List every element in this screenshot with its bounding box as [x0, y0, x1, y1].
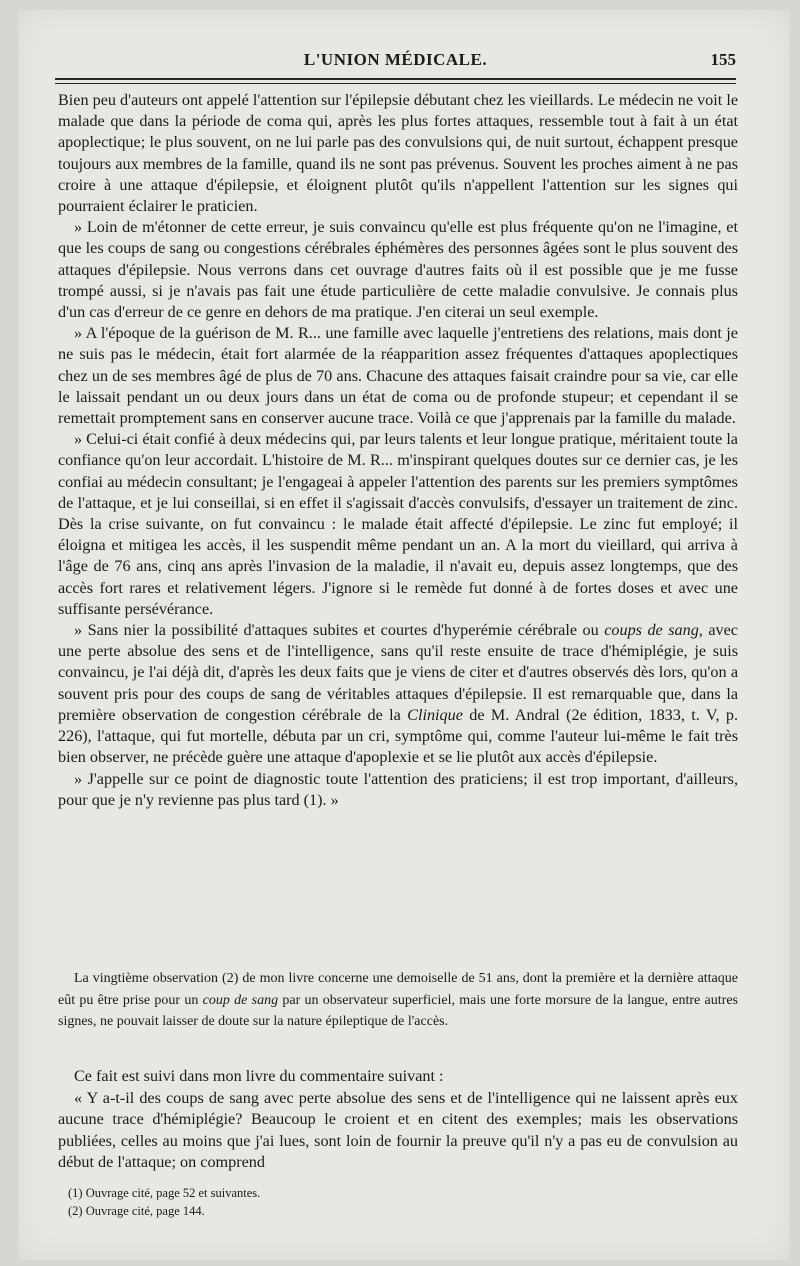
text-run: » Sans nier la possibilité d'attaques subites et courtes d'hyperémie cérébrale ou	[74, 621, 605, 640]
journal-title: L'UNION MÉDICALE.	[303, 50, 488, 69]
running-header	[55, 38, 736, 72]
paragraph: » Celui-ci était confié à deux médecins qui, par leurs talents et leur longue pratique, méritaient toute la confiance qu'on leur accordait. L'histoire de M. R... m'inspirant quelques doutes sur ce dernier cas, je les confiai au médecin consultant; je l'engageai à appeler l'attention des parents sur les premiers symptômes de l'attaque, et je lui conseillai, si en effet il s'agissait d'accès convulsifs, d'essayer un traitement de zinc. Dès la crise suivante, on fut convaincu : le malade était affecté d'épilepsie. Le zinc fut employé; il éloigna et mitigea les accès, il les suspendit même pendant un an. A la mort du vieillard, qui arriva à l'âge de 76 ans, cinq ans après l'invasion de la maladie, il n'avait eu, depuis assez longtemps, que des accès fort rares et relativement légers. J'ignore si le remède fut donné à de fortes doses et avec une suffisante persévérance.	[58, 430, 738, 618]
page-number: 155	[710, 50, 736, 69]
italic-text: Clinique	[407, 705, 463, 724]
footnotes	[68, 1184, 728, 1220]
commentary-text	[58, 1066, 738, 1174]
italic-text: coups de sang,	[604, 621, 703, 640]
footnote: (2) Ouvrage cité, page 144.	[68, 1204, 205, 1218]
paragraph: » Loin de m'étonner de cette erreur, je suis convaincu qu'elle est plus fréquente qu'on ne l'imagine, et que les coups de sang ou congestions cérébrales éphémères des personnes âgées sont le plus souvent des attaques d'épilepsie. Nous verrons dans cet ouvrage d'autres faits où il est possible que je me fusse trompé aussi, si je n'avais pas fait une étude particulière de cette maladie convulsive. Je connais plus d'un cas d'erreur de ce genre en dehors de ma pratique. J'en citerai un seul exemple.	[58, 218, 738, 322]
text-run: de M. Andral (2e édition, 1833, t. V, p. 226), l'attaque, qui fut mortelle, débuta par un cri, symptôme qui, comme l'auteur lui-même le fait très bien observer, ne précède guère une attaque d'apoplexie et se lie plutôt aux accès d'épilepsie.	[58, 705, 738, 767]
main-text	[58, 90, 738, 811]
small-print-note	[58, 968, 738, 1033]
text-run: La vingtième observation (2) de mon livre concerne une demoiselle de 51 ans, dont la première et la dernière attaque eût pu être prise pour un	[58, 971, 738, 1008]
paragraph: » J'appelle sur ce point de diagnostic toute l'attention des praticiens; il est trop important, d'ailleurs, pour que je n'y revienne pas plus tard (1). »	[58, 769, 738, 809]
text-run: par un observateur superficiel, mais une forte morsure de la langue, entre autres signes, ne pouvait laisser de doute sur la nature épileptique de l'accès.	[58, 992, 738, 1029]
paragraph: Bien peu d'auteurs ont appelé l'attention sur l'épilepsie débutant chez les vieillards. Le médecin ne voit le malade que dans la période de coma qui, après les plus fortes attaques, ressemble tout à fait à un état apoplectique; le plus souvent, on ne lui parle pas des convulsions qui, de nuit surtout, échappent presque toujours aux membres de la famille, quand ils ne sont pas prévenus. Souvent les proches aiment à ne pas croire à une attaque d'épilepsie, et éloignent plutôt qu'ils n'appellent l'attention sur les signes qui pourraient éclairer le praticien.	[58, 91, 738, 216]
italic-text: coup de sang	[202, 992, 279, 1008]
paragraph: Ce fait est suivi dans mon livre du commentaire suivant :	[74, 1067, 444, 1085]
paragraph: « Y a-t-il des coups de sang avec perte absolue des sens et de l'intelligence qui ne laissent après eux aucune trace d'hémiplégie? Beaucoup le croient et en citent des exemples; mais les observations publiées, celles au moins que j'ai lues, sont loin de fournir la preuve qu'il n'y a pas eu de convulsion au début de l'attaque; on comprend	[58, 1088, 738, 1171]
paragraph: » A l'époque de la guérison de M. R... une famille avec laquelle j'entretiens des relations, mais dont je ne suis pas le médecin, était fort alarmée de la réapparition assez fréquentes d'attaques apoplectiques chez un de ses membres âgé de plus de 70 ans. Chacune des attaques faisait craindre pour sa vie, car elle le laissait pendant un ou deux jours dans un état de coma ou de profonde stupeur; et cependant il se remettait promptement sans en conserver aucune trace. Voilà ce que j'apprenais par la famille du malade.	[58, 324, 738, 428]
header-rule	[55, 78, 736, 84]
paragraph	[58, 620, 738, 768]
text-run: avec une perte absolue des sens et de l'intelligence, sans qu'il reste ensuite de trace d'hémiplégie, je suis convaincu, je l'ai déjà dit, d'après les deux faits que je viens de citer et d'autres observés dès lors, qu'on a souvent pris pour des coups de sang de véritables attaques d'épilepsie. Il est remarquable que, dans la première observation de congestion cérébrale de la	[58, 621, 738, 724]
footnote: (1) Ouvrage cité, page 52 et suivantes.	[68, 1186, 261, 1200]
note-paragraph	[58, 968, 738, 1033]
